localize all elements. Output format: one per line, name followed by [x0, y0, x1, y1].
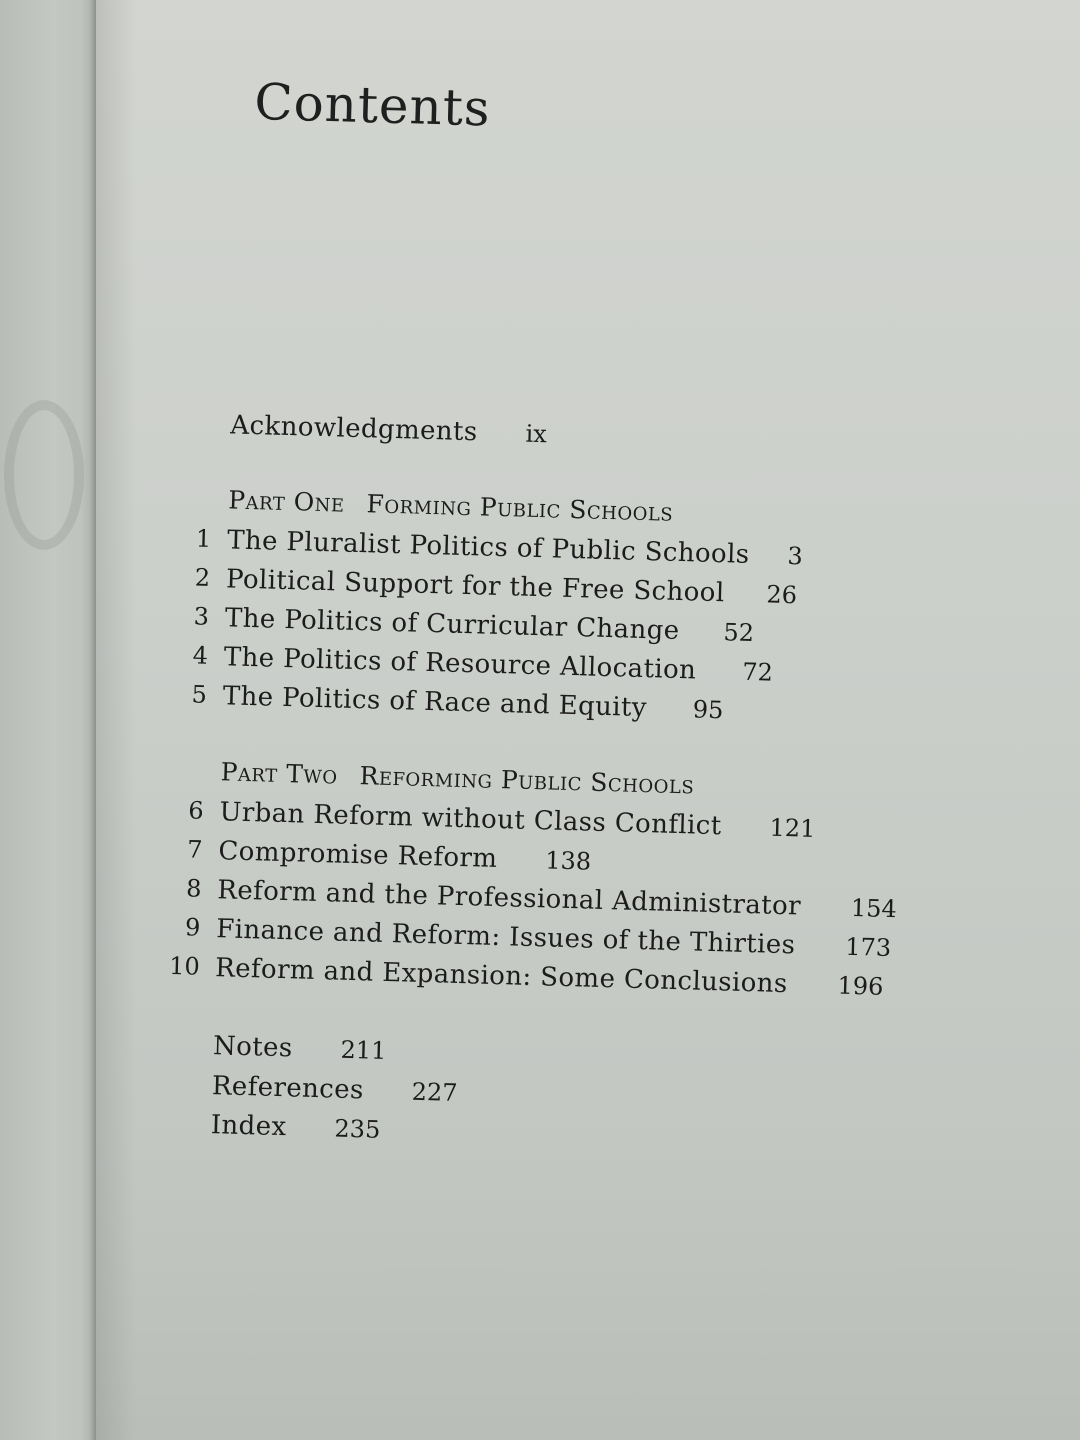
- entry-page: ix: [525, 419, 548, 449]
- toc-entry-chapter-7: [186, 835, 592, 876]
- entry-title: The Politics of Curricular Change: [224, 603, 680, 646]
- chapter-number: 7: [186, 835, 203, 864]
- toc-entry-references: [212, 1071, 458, 1108]
- chapter-number: 4: [192, 641, 209, 670]
- entry-title: Political Support for the Free School: [225, 564, 725, 609]
- part-title: Reforming Public Schools: [359, 761, 695, 800]
- entry-title: Compromise Reform: [218, 836, 498, 874]
- entry-title: Index: [210, 1110, 287, 1143]
- toc-entry-notes: [213, 1031, 387, 1066]
- entry-page: 154: [850, 893, 898, 924]
- entry-page: 173: [844, 932, 892, 963]
- toc-entry-chapter-2: [194, 563, 798, 610]
- toc-entry-acknowledgments: [230, 410, 547, 449]
- entry-page: 196: [837, 971, 884, 1001]
- entry-title: Urban Reform without Class Conflict: [219, 797, 722, 842]
- entry-page: 52: [723, 618, 755, 648]
- entry-page: 72: [741, 657, 774, 687]
- entry-title: The Politics of Resource Allocation: [223, 642, 697, 686]
- entry-page: 121: [769, 813, 816, 843]
- entry-title: Acknowledgments: [229, 410, 479, 448]
- part-title: Forming Public Schools: [366, 489, 674, 527]
- chapter-number: 10: [168, 951, 201, 981]
- entry-page: 211: [340, 1035, 387, 1065]
- entry-page: 138: [544, 846, 592, 876]
- chapter-number: 8: [185, 874, 202, 903]
- chapter-number: 5: [191, 680, 208, 709]
- part-label: Part One: [227, 485, 346, 518]
- entry-page: 235: [334, 1114, 381, 1144]
- entry-title: Reform and Expansion: Some Conclusions: [214, 953, 789, 1000]
- entry-page: 95: [692, 695, 724, 725]
- toc-entry-chapter-4: [192, 641, 774, 687]
- entry-title: The Pluralist Politics of Public Schools: [226, 525, 750, 570]
- chapter-number: 1: [195, 524, 212, 553]
- toc-entry-chapter-1: [195, 524, 804, 571]
- chapter-number: 6: [187, 796, 205, 825]
- chapter-number: 9: [184, 913, 201, 942]
- entry-page: 227: [411, 1077, 458, 1107]
- entry-page: 3: [787, 541, 804, 571]
- entry-title: References: [211, 1071, 365, 1106]
- entry-page: 26: [766, 580, 798, 610]
- page-title: Contents: [253, 72, 492, 138]
- toc-entry-index: [210, 1110, 380, 1145]
- entry-title: Reform and the Professional Administrator: [216, 875, 802, 922]
- toc-entry-chapter-3: [193, 602, 755, 648]
- entry-title: The Politics of Race and Equity: [222, 681, 648, 724]
- part-label: Part Two: [220, 757, 339, 790]
- part-heading-two: [220, 757, 694, 799]
- entry-title: Finance and Reform: Issues of the Thirties: [215, 914, 796, 961]
- part-heading-one: [228, 485, 674, 526]
- entry-title: Notes: [212, 1031, 294, 1064]
- toc-entry-chapter-5: [191, 680, 724, 725]
- toc-entry-chapter-10: [168, 951, 884, 1002]
- chapter-number: 2: [194, 563, 211, 592]
- toc-entry-chapter-6: [187, 796, 816, 844]
- chapter-number: 3: [193, 602, 210, 631]
